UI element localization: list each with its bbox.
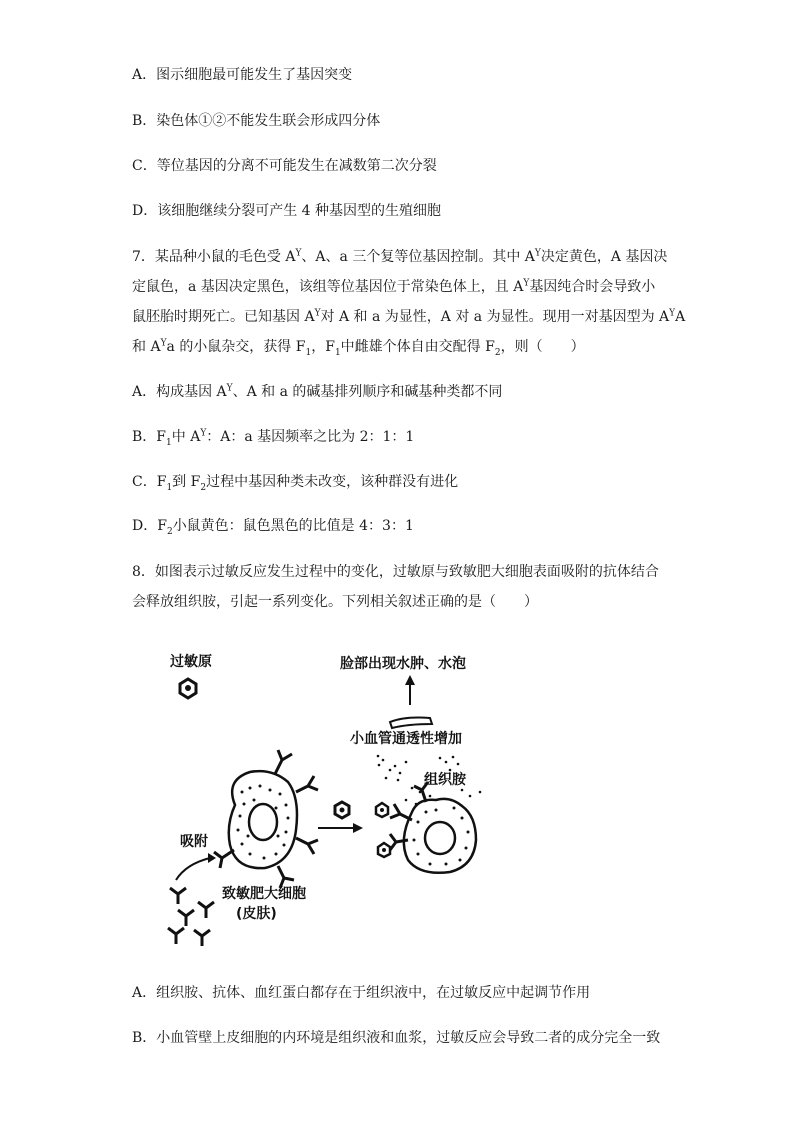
- allergen-label: 过敏原: [170, 654, 212, 670]
- q8-stem-line-2: 会释放组织胺，引起一系列变化。下列相关叙述正确的是（ ）: [132, 594, 538, 610]
- allergen-icon: [376, 803, 388, 817]
- adsorb-label: 吸附: [180, 834, 208, 850]
- q7-stem-line-4: 和 $A^Ya$ 的小鼠杂交，获得 $F_1$，$F_1$中雌雄个体自由交配得 $F_2$，则（ ）: [132, 338, 585, 358]
- allergen-icon: [335, 802, 349, 818]
- vessel-icon: [390, 718, 432, 729]
- face-symptom-label: 脸部出现水肿、水泡: [340, 656, 466, 672]
- allergy-figure: [150, 640, 510, 960]
- skin-label: (皮肤): [236, 906, 277, 922]
- q7-stem-line-2: 定鼠色，a 基因决定黑色，该组等位基因位于常染色体上，且 $A^Y$基因纯合时会导致小: [132, 278, 656, 295]
- histamine-label: 组织胺: [424, 772, 466, 788]
- q7-option-a: A．构成基因 $A^Y$、A 和 a 的碱基排列顺序和碱基种类都不同: [132, 383, 503, 400]
- vessel-permeability-label: 小血管通透性增加: [350, 731, 462, 747]
- q7-option-c: C．$F_1$到 $F_2$过程中基因种类未改变，该种群没有进化: [132, 474, 459, 493]
- q7-option-d: D．$F_2$小鼠黄色：鼠色黑色的比值是 4：3：1: [132, 518, 414, 537]
- q7-option-b: B．$F_1$中 $A^Y$：A：a 基因频率之比为 2：1：1: [132, 428, 415, 448]
- q8-option-b: B．小血管壁上皮细胞的内环境是组织液和血浆，过敏反应会导致二者的成分完全一致: [132, 1030, 661, 1046]
- right-arrow-icon: [318, 823, 363, 833]
- mast-cell-left: [229, 771, 297, 868]
- mast-cell-right: [404, 799, 476, 873]
- allergen-icon: [180, 679, 196, 698]
- q8-option-a: A．组织胺、抗体、血红蛋白都存在于组织液中，在过敏反应中起调节作用: [132, 985, 591, 1001]
- q7-stem-line-3: 鼠胚胎时期死亡。已知基因 $A^Y$对 A 和 a 为显性，A 对 a 为显性。现用一对基因型为 $A^YA$: [132, 308, 686, 325]
- allergen-icon: [378, 843, 390, 857]
- q6-option-b: B．染色体①②不能发生联会形成四分体: [132, 113, 381, 129]
- q6-option-a: A．图示细胞最可能发生了基因突变: [132, 67, 353, 83]
- adsorb-arrow-icon: [176, 853, 216, 880]
- q8-stem-line-1: 8．如图表示过敏反应发生过程中的变化，过敏原与致敏肥大细胞表面吸附的抗体结合: [132, 564, 659, 580]
- mast-cell-label: 致敏肥大细胞: [222, 886, 306, 902]
- q7-stem-line-1: 7．某品种小鼠的毛色受 $A^Y$、A、a 三个复等位基因控制。其中 $A^Y$决定黄色，A 基因决: [132, 248, 668, 265]
- up-arrow-icon: [405, 675, 415, 705]
- q6-option-c: C．等位基因的分离不可能发生在减数第二次分裂: [132, 158, 437, 174]
- antibodies-free: [168, 888, 214, 946]
- q6-option-d: D．该细胞继续分裂可产生 4 种基因型的生殖细胞: [132, 203, 442, 219]
